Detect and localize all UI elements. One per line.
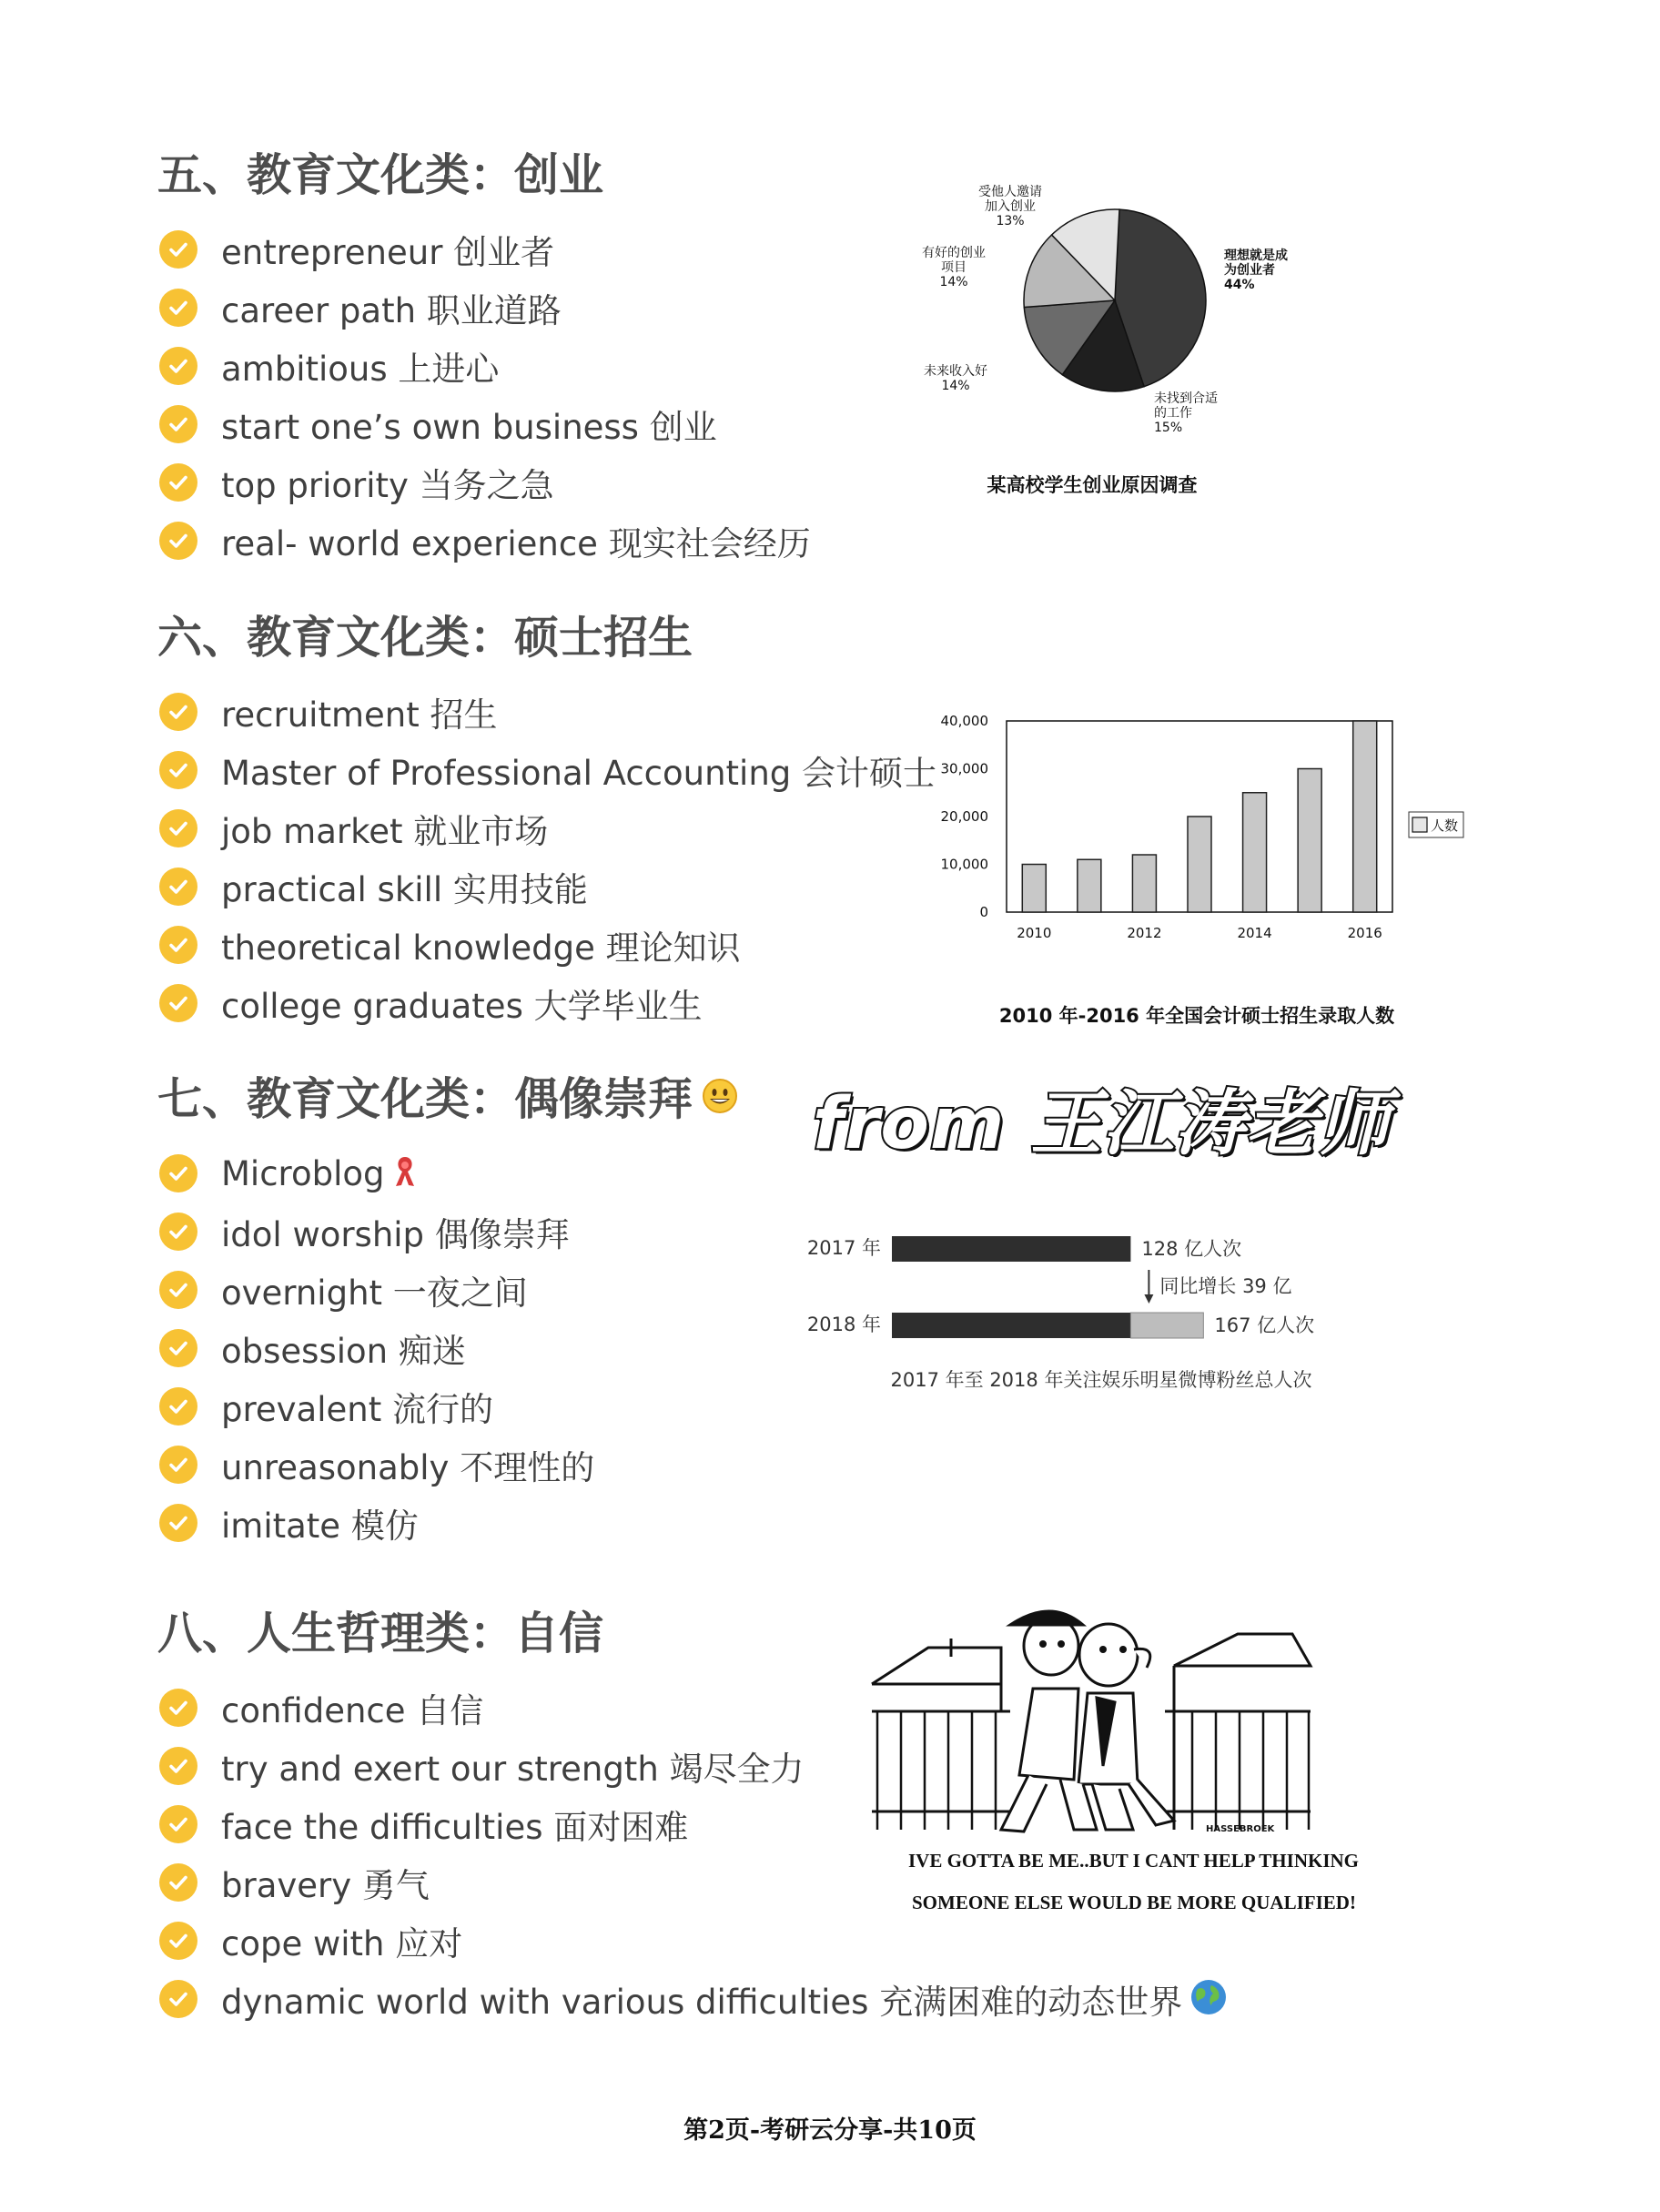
check-circle-icon — [159, 1863, 197, 1902]
pie-label: 项目 — [941, 260, 967, 275]
list-item-text: try and exert our strength 竭尽全力 — [221, 1750, 805, 1789]
list-item-text: recruitment 招生 — [221, 695, 498, 735]
bar — [1188, 817, 1211, 912]
section-title-text: 七、教育文化类：偶像崇拜 — [157, 1073, 693, 1125]
pie-label: 未找到合适 — [1154, 391, 1218, 406]
bar — [1243, 793, 1267, 912]
bar — [1132, 855, 1156, 912]
list-item-text: face the difficulties 面对困难 — [221, 1808, 689, 1847]
check-circle-icon — [159, 1213, 197, 1251]
list-item — [159, 1202, 742, 1261]
pie-label: 的工作 — [1154, 406, 1192, 421]
list-item-text: theoretical knowledge 理论知识 — [221, 928, 741, 968]
y-tick-label: 20,000 — [940, 808, 988, 825]
list-item — [159, 1319, 742, 1377]
list-item — [159, 279, 811, 337]
list-item-text: top priority 当务之急 — [221, 466, 554, 505]
list-item — [159, 1436, 742, 1494]
check-circle-icon — [159, 984, 197, 1022]
list-item — [159, 1261, 742, 1319]
check-circle-icon — [159, 1271, 197, 1309]
bar — [1353, 721, 1377, 912]
list-item — [159, 799, 936, 857]
item-list — [159, 220, 811, 570]
pie-label: 14% — [939, 275, 968, 289]
list-item-text: career path 职业道路 — [221, 291, 562, 330]
hbar-chart-title: 2017 年至 2018 年关注娱乐明星微博粉丝总人次 — [890, 1369, 1312, 1391]
section-title — [157, 1070, 740, 1130]
category-label: 2017 年 — [806, 1237, 881, 1259]
y-tick-label: 10,000 — [940, 856, 988, 873]
bar-chart — [919, 701, 1483, 1038]
check-circle-icon — [159, 289, 197, 327]
pie-label: 14% — [941, 379, 970, 393]
list-item — [159, 1494, 742, 1552]
pie-chart — [901, 173, 1329, 510]
bar-increment — [1130, 1313, 1203, 1338]
list-item-text: idol worship 偶像崇拜 — [221, 1215, 570, 1254]
bar-chart-figure — [919, 701, 1483, 1038]
list-item-text: entrepreneur 创业者 — [221, 233, 555, 272]
y-tick-label: 40,000 — [940, 713, 988, 729]
x-tick-label: 2016 — [1347, 925, 1382, 941]
growth-annotation: 同比增长 39 亿 — [1159, 1275, 1292, 1297]
check-circle-icon — [159, 522, 197, 560]
list-item — [159, 741, 936, 799]
hbar-chart-figure — [792, 1220, 1429, 1402]
grinning-face-icon — [700, 1070, 740, 1130]
bar — [1078, 859, 1101, 912]
check-circle-icon — [159, 926, 197, 964]
check-circle-icon — [159, 347, 197, 385]
list-item — [159, 512, 811, 570]
pie-label: 15% — [1154, 421, 1183, 435]
list-item-text: ambitious 上进心 — [221, 350, 500, 389]
list-item — [159, 1970, 1228, 2028]
check-circle-icon — [159, 405, 197, 443]
section-idol-worship — [159, 1070, 742, 1552]
bar-chart-title: 2010 年-2016 年全国会计硕士招生录取人数 — [998, 1005, 1395, 1027]
pie-label: 13% — [996, 214, 1025, 228]
check-circle-icon — [159, 1922, 197, 1960]
arrow-head — [1144, 1294, 1153, 1304]
check-circle-icon — [159, 1747, 197, 1785]
list-item — [159, 974, 936, 1032]
pie-label: 有好的创业 — [922, 246, 986, 260]
category-label: 2018 年 — [806, 1314, 881, 1335]
section-title: 五、教育文化类：创业 — [157, 149, 604, 201]
value-label: 167 亿人次 — [1214, 1314, 1315, 1336]
horizontal-bar-chart — [792, 1220, 1429, 1402]
list-item — [159, 916, 936, 974]
value-label: 128 亿人次 — [1141, 1238, 1242, 1260]
bar — [892, 1236, 1130, 1262]
bar — [1022, 865, 1046, 913]
check-circle-icon — [159, 1154, 197, 1192]
list-item-text: Microblog — [221, 1153, 385, 1193]
y-tick-label: 0 — [979, 904, 988, 920]
check-circle-icon — [159, 230, 197, 269]
list-item — [159, 1377, 742, 1436]
list-item-text: practical skill 实用技能 — [221, 870, 588, 909]
x-tick-label: 2012 — [1127, 925, 1162, 941]
list-item-text: imitate 模仿 — [221, 1507, 419, 1546]
check-circle-icon — [159, 693, 197, 731]
watermark-text: from 王江涛老师 — [813, 1083, 1391, 1165]
check-circle-icon — [159, 1805, 197, 1843]
y-tick-label: 30,000 — [940, 760, 988, 777]
check-circle-icon — [159, 463, 197, 502]
list-item-text: real- world experience 现实社会经历 — [221, 524, 811, 563]
list-item-text: confidence 自信 — [221, 1691, 484, 1730]
pie-chart-title: 某高校学生创业原因调查 — [987, 474, 1198, 496]
check-circle-icon — [159, 1980, 197, 2018]
legend-swatch — [1412, 817, 1427, 832]
list-item-text: cope with 应对 — [221, 1924, 463, 1963]
check-circle-icon — [159, 1329, 197, 1367]
section-title: 六、教育文化类：硕士招生 — [157, 612, 693, 664]
list-item-text: overnight 一夜之间 — [221, 1273, 528, 1313]
cartoon-caption-line1: IVE GOTTA BE ME..BUT I CANT HELP THINKING — [908, 1850, 1359, 1872]
pie-label: 受他人邀请 — [978, 185, 1042, 199]
pie-label: 理想就是成 — [1224, 249, 1288, 263]
check-circle-icon — [159, 1387, 197, 1426]
check-circle-icon — [159, 1446, 197, 1484]
list-item-text: dynamic world with various difficulties 充满困难的动态世界 — [221, 1983, 1183, 2022]
section-title: 八、人生哲理类：自信 — [157, 1608, 604, 1659]
bar — [1298, 769, 1321, 913]
pie-label: 为创业者 — [1224, 263, 1275, 278]
list-item-text: job market 就业市场 — [221, 812, 549, 851]
pie-label: 未来收入好 — [924, 364, 987, 379]
cartoon-signature: HASSEBROEK — [1206, 1824, 1275, 1834]
list-item-text: Master of Professional Accounting 会计硕士 — [221, 754, 937, 793]
list-item — [159, 337, 811, 395]
list-item — [159, 857, 936, 916]
x-tick-label: 2014 — [1237, 925, 1272, 941]
bar — [892, 1313, 1130, 1338]
list-item — [159, 1144, 742, 1202]
list-item-text: college graduates 大学毕业生 — [221, 987, 703, 1026]
list-item — [159, 683, 936, 741]
list-item-text: prevalent 流行的 — [221, 1390, 493, 1429]
pie-label: 加入创业 — [985, 199, 1036, 214]
pie-label: 44% — [1224, 278, 1255, 292]
item-list — [159, 683, 936, 1032]
pie-chart-figure — [901, 173, 1329, 510]
globe-icon — [1189, 1978, 1228, 2020]
list-item — [159, 395, 811, 453]
cartoon-caption-line2: SOMEONE ELSE WOULD BE MORE QUALIFIED! — [912, 1892, 1356, 1913]
check-circle-icon — [159, 1504, 197, 1542]
x-tick-label: 2010 — [1017, 925, 1052, 941]
ribbon-icon — [391, 1153, 419, 1193]
list-item-text: unreasonably 不理性的 — [221, 1448, 595, 1487]
check-circle-icon — [159, 1689, 197, 1727]
section-master-recruitment — [159, 608, 936, 1032]
check-circle-icon — [159, 751, 197, 789]
page-footer: 第2页-考研云分享-共10页 — [683, 2116, 977, 2145]
section-entrepreneurship — [159, 146, 811, 570]
check-circle-icon — [159, 809, 197, 847]
cartoon-figure — [865, 1602, 1359, 1966]
list-item-text: bravery 勇气 — [221, 1866, 430, 1905]
check-circle-icon — [159, 868, 197, 906]
list-item-text: obsession 痴迷 — [221, 1332, 466, 1371]
list-item — [159, 220, 811, 279]
list-item-text: start one’s own business 创业 — [221, 408, 717, 447]
cartoon-illustration — [865, 1602, 1320, 1839]
legend-label: 人数 — [1431, 817, 1459, 834]
list-item — [159, 453, 811, 512]
item-list — [159, 1144, 742, 1552]
